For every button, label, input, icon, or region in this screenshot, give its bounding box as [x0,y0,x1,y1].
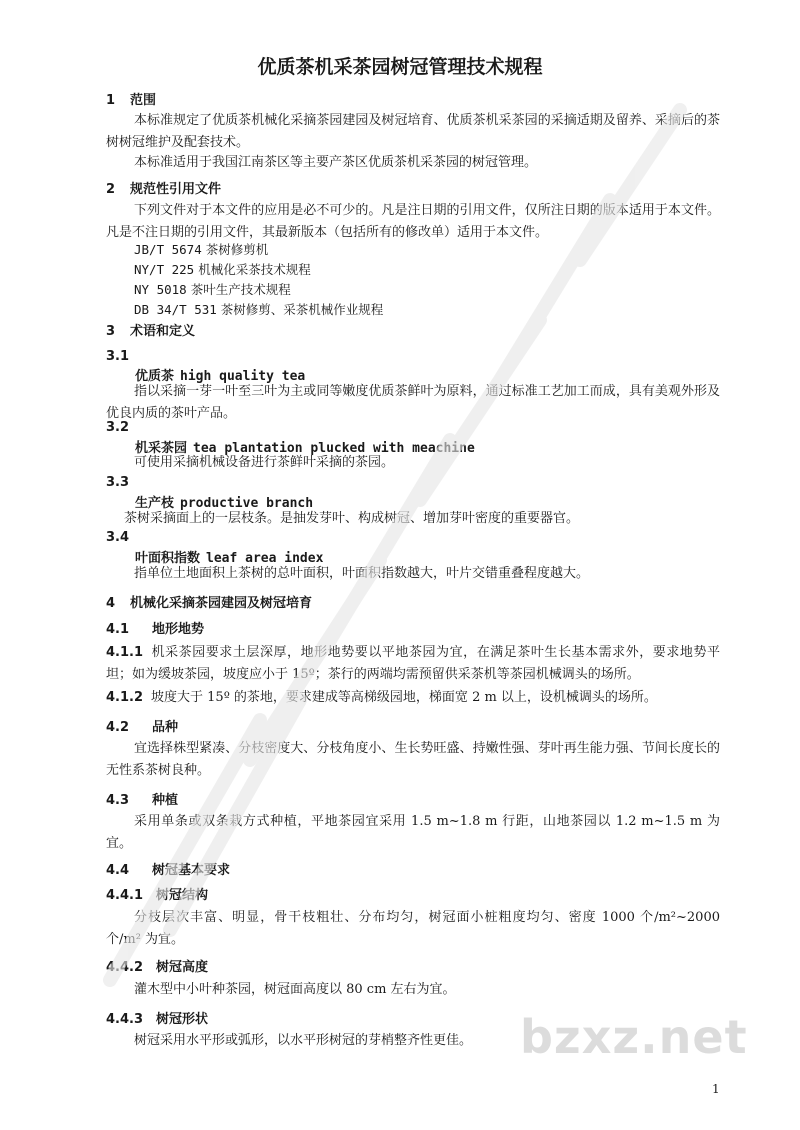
clause-paragraph: 4.1.1 机采茶园要求土层深厚，地形地势要以平地茶园为宜，在满足茶叶生长基本需求外，要求地势平坦；如为缓坡茶园，坡度应小于 15º；茶行的两端均需预留供采茶机等茶园机械调头的场所。 [106,645,720,682]
reference-item: JB/T 5674 茶树修剪机 [134,242,269,257]
term-definition: 指单位土地面积上茶树的总叶面积，叶面积指数越大，叶片交错重叠程度越大。 [134,566,590,581]
section-3-heading [106,320,195,339]
subsection-heading: 4.4 树冠基本要求 [106,863,231,878]
paragraph: 本标准规定了优质茶机械化采摘茶园建园及树冠培育、优质茶机采茶园的采摘适期及留养、采摘后的茶树树冠维护及配套技术。 [106,113,720,150]
paragraph: 下列文件对于本文件的应用是必不可少的。凡是注日期的引用文件，仅所注日期的版本适用于本文件。凡是不注日期的引用文件，其最新版本（包括所有的修改单）适用于本文件。 [106,203,720,240]
term-number: 3.4 [106,530,130,545]
section-title: 术语和定义 [130,324,196,339]
term-title: 优质茶 high quality tea [135,369,306,384]
reference-item: DB 34/T 531 茶树修剪、采茶机械作业规程 [134,302,384,317]
paragraph: 宜选择株型紧凑、分枝密度大、分枝角度小、生长势旺盛、持嫩性强、芽叶再生能力强、节间长度长的无性系茶树良种。 [106,741,720,778]
document-title: 优质茶机采茶园树冠管理技术规程 [257,56,543,78]
paragraph: 灌木型中小叶种茶园，树冠面高度以 80 cm 左右为宜。 [134,982,456,997]
term-definition: 茶树采摘面上的一层枝条。是抽发芽叶、构成树冠、增加芽叶密度的重要器官。 [124,511,580,526]
section-1-heading [106,89,156,108]
term-definition: 可使用采摘机械设备进行茶鲜叶采摘的茶园。 [134,455,395,470]
section-number: 4 [106,596,116,611]
term-number: 3.2 [106,420,130,435]
page-number: 1 [712,1082,720,1096]
reference-item: NY/T 225 机械化采茶技术规程 [134,262,311,277]
section-number: 3 [106,324,116,339]
paragraph: 采用单条或双条栽方式种植，平地茶园宜采用 1.5 m~1.8 m 行距，山地茶园以 1.2 m~1.5 m 为宜。 [106,814,720,851]
section-number: 2 [106,182,116,197]
subsubsection-heading: 4.4.2 树冠高度 [106,960,209,975]
reference-item: NY 5018 茶叶生产技术规程 [134,282,291,297]
term-title: 叶面积指数 leaf area index [135,551,324,566]
watermark-site-text: bzxz.net [520,1010,748,1064]
subsection-heading: 4.2 品种 [106,720,179,735]
paragraph: 树冠采用水平形或弧形，以水平形树冠的芽梢整齐性更佳。 [134,1033,473,1048]
subsection-heading: 4.1 地形地势 [106,622,205,637]
section-title: 机械化采摘茶园建园及树冠培育 [130,596,313,611]
subsection-heading: 4.3 种植 [106,793,179,808]
section-title: 规范性引用文件 [130,182,222,197]
section-title: 范围 [130,93,157,108]
section-2-heading [106,178,221,197]
section-number: 1 [106,93,116,108]
term-number: 3.1 [106,349,130,364]
paragraph: 本标准适用于我国江南茶区等主要产茶区优质茶机采茶园的树冠管理。 [134,155,538,170]
term-definition: 指以采摘一芽一叶至三叶为主或同等嫩度优质茶鲜叶为原料，通过标准工艺加工而成，具有美观外形及优良内质的茶叶产品。 [106,384,720,421]
term-number: 3.3 [106,475,130,490]
term-title: 机采茶园 tea plantation plucked with meachine [135,441,475,456]
section-4-heading [106,592,312,611]
term-title: 生产枝 productive branch [135,496,314,511]
subsubsection-heading: 4.4.3 树冠形状 [106,1012,209,1027]
subsubsection-heading: 4.4.1 树冠结构 [106,888,209,903]
paragraph: 分枝层次丰富、明显，骨干枝粗壮、分布均匀，树冠面小桩粗度均匀、密度 1000 个/m²~2000 个/m² 为宜。 [106,910,720,947]
clause-paragraph: 4.1.2 坡度大于 15º 的茶地，要求建成等高梯级园地，梯面宽 2 m 以上，设机械调头的场所。 [106,690,657,705]
